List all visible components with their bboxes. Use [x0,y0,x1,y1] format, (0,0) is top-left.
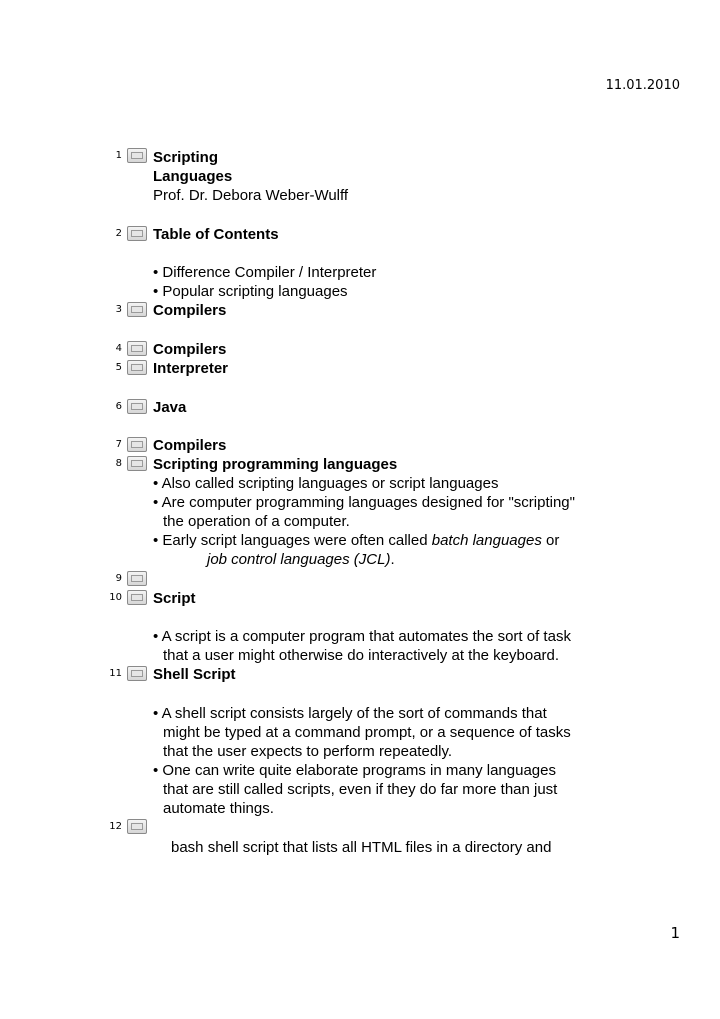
slide-number: 6 [115,401,122,412]
slide-title: Shell Script [153,666,236,683]
slide-title: Scripting [153,149,219,166]
slide-number: 1 [115,150,122,161]
bullet-text: the operation of a computer. [163,513,350,530]
slide-title: Compilers [153,437,227,454]
bullet-text: that are still called scripts, even if they do far more than just [163,781,558,798]
slide-number: 5 [115,362,122,373]
slide-number: 9 [115,573,122,584]
slide-thumbnail-icon[interactable] [127,437,147,452]
slide-thumbnail-icon[interactable] [127,571,147,586]
bullet-text-plain: or [541,532,560,549]
bullet-text: might be typed at a command prompt, or a sequence of tasks [163,724,571,741]
slide-thumbnail-icon[interactable] [127,399,147,414]
bullet-text: that a user might otherwise do interactively at the keyboard. [163,647,560,664]
slide-title: Interpreter [153,360,229,377]
bullet-text-plain: . [390,551,395,568]
slide-thumbnail-icon[interactable] [127,341,147,356]
slide-number: 4 [115,343,122,354]
slide-title: Scripting programming languages [153,456,398,473]
bullet-text: • Are computer programming languages designed for "scripting" [153,494,575,511]
batch-languages-term: batch languages [431,532,542,549]
slide-title: Compilers [153,302,227,319]
slide-title: Languages [153,168,233,185]
bullet-text [207,550,395,569]
slide-thumbnail-icon[interactable] [127,226,147,241]
slide-title: Compilers [153,341,227,358]
bullet-text [153,531,559,550]
slide-subtitle: Prof. Dr. Debora Weber-Wulff [153,187,349,204]
slide-thumbnail-icon[interactable] [127,819,147,834]
bullet-text: • One can write quite elaborate programs in many languages [153,762,556,779]
slide-title: Script [153,590,196,607]
jcl-term: job control languages (JCL) [207,551,391,568]
slide-number: 8 [115,458,122,469]
bullet-text: • Difference Compiler / Interpreter [153,264,377,281]
slide-number: 7 [115,439,122,450]
slide-number: 2 [115,228,122,239]
slide-thumbnail-icon[interactable] [127,590,147,605]
bullet-text: • Popular scripting languages [153,283,348,300]
slide-number: 3 [115,304,122,315]
slide-text: bash shell script that lists all HTML files in a directory and [171,839,552,856]
slide-number: 10 [109,592,122,603]
bullet-text: • A shell script consists largely of the sort of commands that [153,705,547,722]
slide-number: 12 [109,821,122,832]
page-number: 1 [670,924,680,942]
bullet-text: • Also called scripting languages or script languages [153,475,499,492]
slide-thumbnail-icon[interactable] [127,360,147,375]
date-header: 11.01.2010 [605,78,680,93]
bullet-text: • A script is a computer program that automates the sort of task [153,628,571,645]
bullet-text: automate things. [163,800,274,817]
bullet-text: that the user expects to perform repeatedly. [163,743,453,760]
slide-thumbnail-icon[interactable] [127,302,147,317]
bullet-text-plain: • Early script languages were often called [153,532,432,549]
slide-thumbnail-icon[interactable] [127,666,147,681]
slide-title: Table of Contents [153,226,279,243]
slide-number: 11 [109,668,122,679]
slide-thumbnail-icon[interactable] [127,456,147,471]
slide-title: Java [153,399,187,416]
slide-thumbnail-icon[interactable] [127,148,147,163]
